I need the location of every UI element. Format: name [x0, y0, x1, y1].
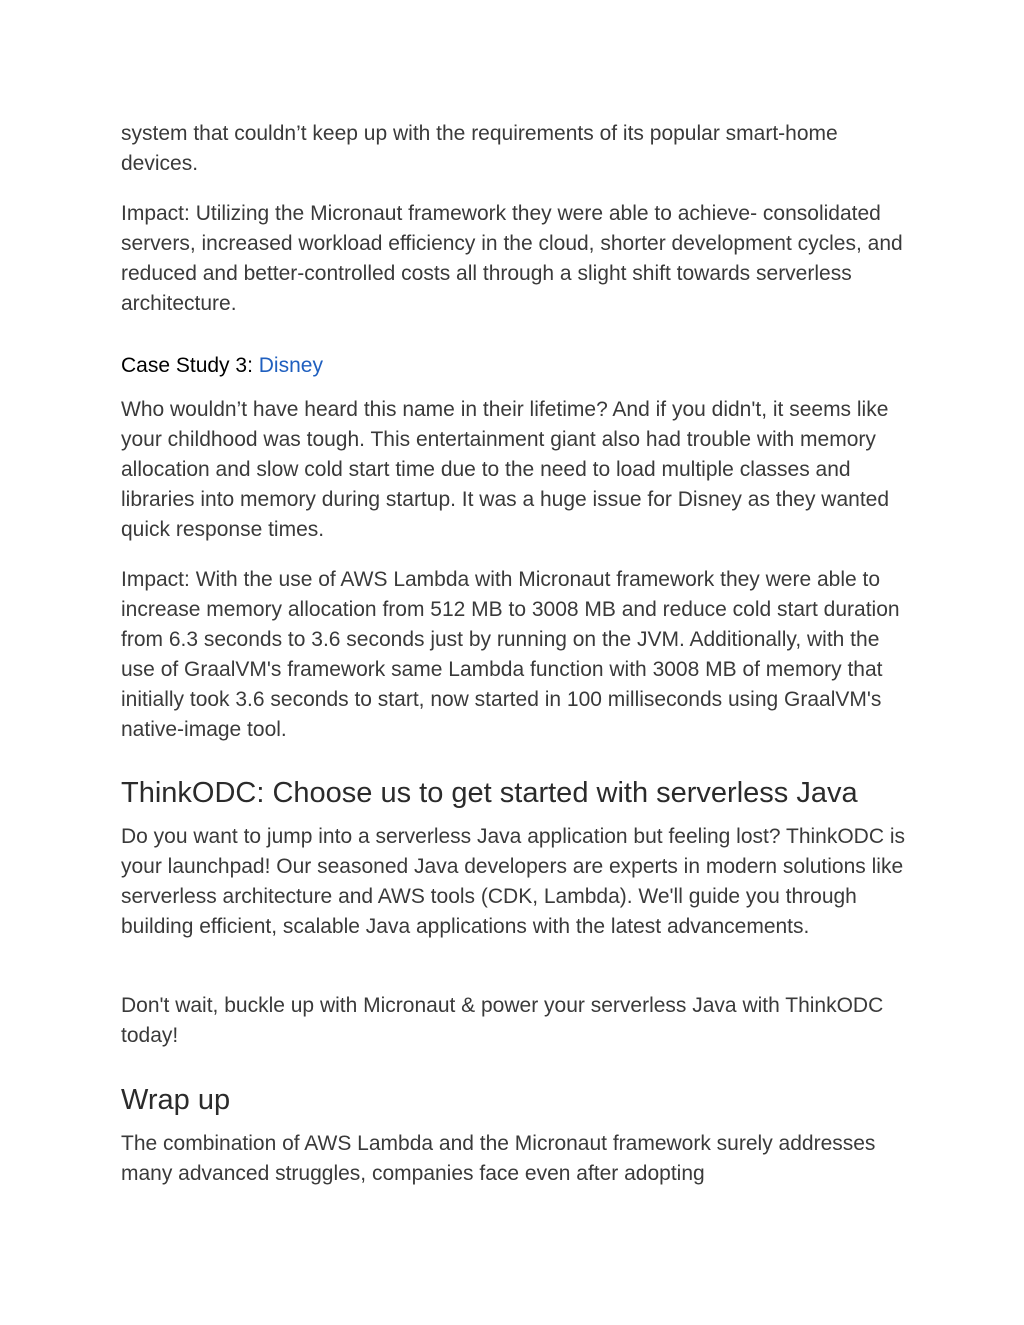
paragraph-wrap-up: The combination of AWS Lambda and the Micronaut framework surely addresses many advanced struggles, companies face even after adopting — [121, 1132, 876, 1185]
thinkodc-heading: ThinkODC: Choose us to get started with serverless Java — [121, 777, 858, 809]
paragraph-thinkodc-cta: Don't wait, buckle up with Micronaut & power your serverless Java with ThinkODC today! — [121, 994, 884, 1047]
disney-link[interactable]: Disney — [258, 354, 323, 377]
paragraph-disney-intro: Who wouldn’t have heard this name in their lifetime? And if you didn't, it seems like your childhood was tough. This entertainment giant also had trouble with memory allocation and slow cold start time due to the need to load multiple classes and libraries into memory during startup. It was a huge issue for Disney as they wanted quick response times. — [121, 398, 890, 541]
case-study-prefix: Case Study 3: — [121, 354, 259, 377]
case-study-3-heading — [121, 351, 323, 381]
paragraph-smart-home: system that couldn’t keep up with the requirements of its popular smart-home devices. — [121, 122, 838, 175]
paragraph-impact-micronaut: Impact: Utilizing the Micronaut framework they were able to achieve- consolidated servers, increased workload efficiency in the cloud, shorter development cycles, and reduced and better-controlled costs all through a slight shift towards serverless architecture. — [121, 202, 903, 315]
wrap-up-heading: Wrap up — [121, 1084, 231, 1116]
paragraph-disney-impact: Impact: With the use of AWS Lambda with Micronaut framework they were able to increase memory allocation from 512 MB to 3008 MB and reduce cold start duration from 6.3 seconds to 3.6 seconds just by running on the JVM. Additionally, with the use of GraalVM's framework same Lambda function with 3008 MB of memory that initially took 3.6 seconds to start, now started in 100 milliseconds using GraalVM's native-image tool. — [121, 568, 900, 741]
paragraph-thinkodc-launchpad: Do you want to jump into a serverless Java application but feeling lost? ThinkODC is your launchpad! Our seasoned Java developers are experts in modern solutions like serverless architecture and AWS tools (CDK, Lambda). We'll guide you through building efficient, scalable Java applications with the latest advancements. — [121, 825, 906, 938]
